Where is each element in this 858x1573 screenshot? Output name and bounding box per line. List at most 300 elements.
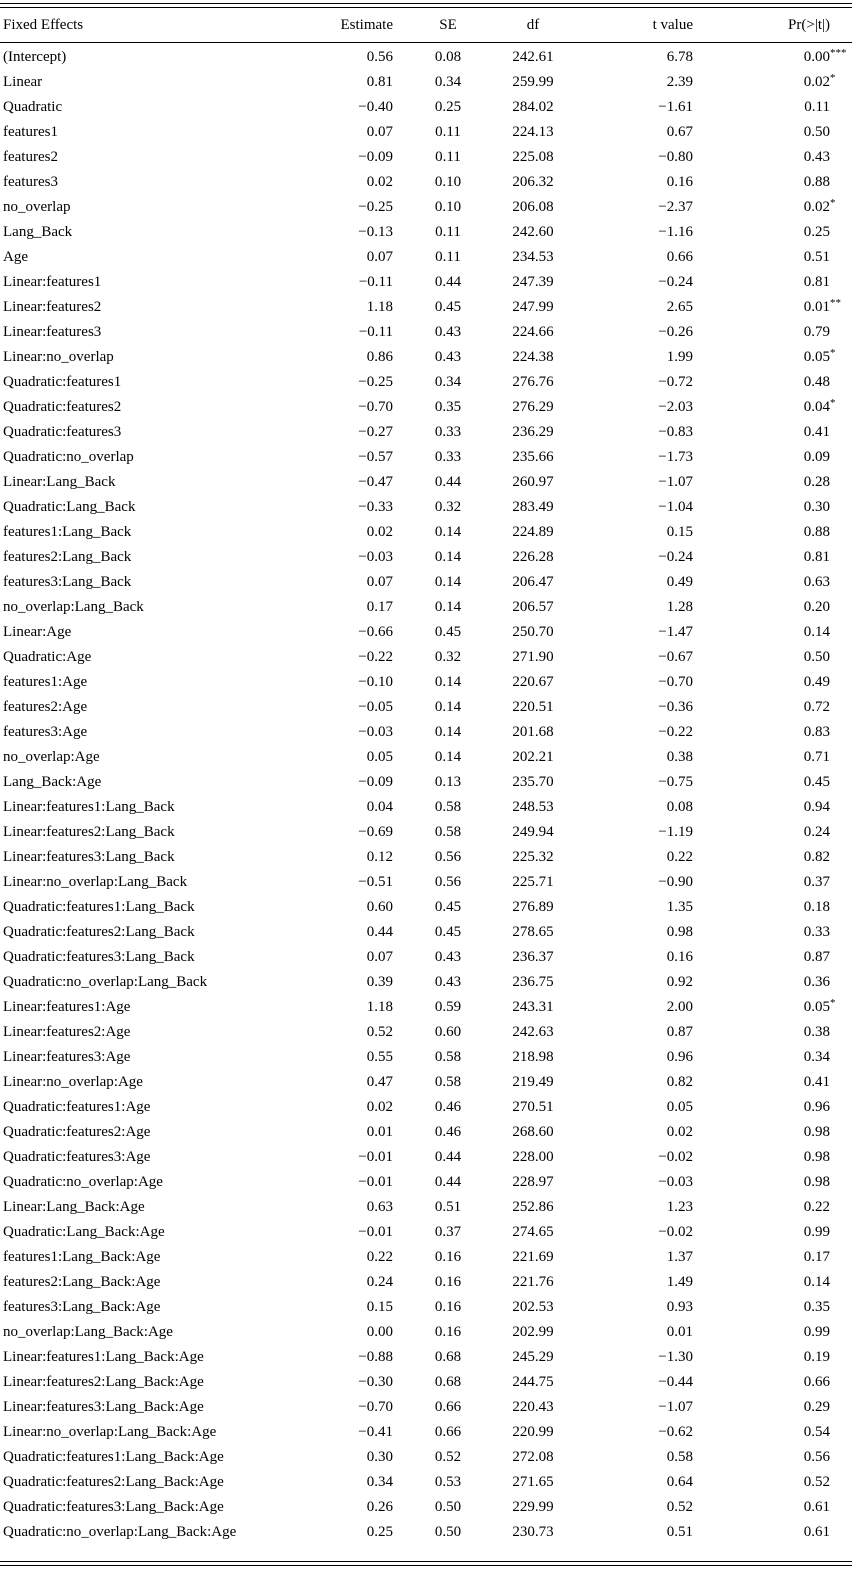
table-row bbox=[0, 1270, 852, 1295]
p-value-cell bbox=[693, 195, 852, 220]
t-value-cell: 0.08 bbox=[666, 799, 693, 815]
df-cell: 276.29 bbox=[512, 399, 554, 415]
df-cell: 236.37 bbox=[512, 949, 554, 965]
effect-name-cell: Quadratic:features2 bbox=[3, 399, 122, 415]
t-value-cell: 1.28 bbox=[666, 599, 693, 615]
effect-name-cell: Linear:features2:Lang_Back bbox=[3, 824, 175, 840]
df-cell: 221.76 bbox=[512, 1274, 554, 1290]
p-value: 0.25 bbox=[803, 224, 830, 240]
estimate-cell: 0.47 bbox=[366, 1074, 393, 1090]
se-cell: 0.11 bbox=[435, 249, 461, 265]
se-cell: 0.56 bbox=[434, 874, 462, 890]
estimate-cell: −0.41 bbox=[358, 1424, 393, 1440]
header-row bbox=[0, 8, 852, 42]
t-value-cell: −0.75 bbox=[658, 774, 693, 790]
estimate-cell: 0.56 bbox=[366, 49, 393, 65]
p-value: 0.99 bbox=[803, 1224, 830, 1240]
estimate-cell: 0.60 bbox=[366, 899, 393, 915]
se-cell: 0.44 bbox=[434, 1174, 462, 1190]
p-value: 0.87 bbox=[803, 949, 830, 965]
effect-name-cell: features3:Age bbox=[3, 724, 88, 740]
df-cell: 218.98 bbox=[512, 1049, 554, 1065]
p-value: 0.09 bbox=[803, 449, 830, 465]
t-value-cell: 0.16 bbox=[666, 949, 693, 965]
table-row bbox=[0, 320, 852, 345]
se-cell: 0.37 bbox=[434, 1224, 462, 1240]
df-cell: 202.99 bbox=[512, 1324, 554, 1340]
t-value-cell: −0.44 bbox=[658, 1374, 693, 1390]
df-cell: 206.08 bbox=[512, 199, 554, 215]
table-row bbox=[0, 720, 852, 745]
p-value: 0.41 bbox=[803, 1074, 830, 1090]
estimate-cell: 1.18 bbox=[366, 299, 393, 315]
estimate-cell: −0.11 bbox=[358, 324, 393, 340]
table-row bbox=[0, 1520, 852, 1545]
t-value-cell: 0.15 bbox=[666, 524, 693, 540]
estimate-cell: 0.30 bbox=[366, 1449, 393, 1465]
df-cell: 268.60 bbox=[512, 1124, 554, 1140]
p-value: 0.14 bbox=[803, 624, 830, 640]
p-value-cell bbox=[693, 1370, 852, 1395]
p-value: 0.81 bbox=[803, 549, 830, 565]
effect-name-cell: Linear:features1:Lang_Back bbox=[3, 799, 175, 815]
estimate-cell: 0.05 bbox=[366, 749, 393, 765]
estimate-cell: 0.17 bbox=[366, 599, 393, 615]
p-value: 0.81 bbox=[803, 274, 830, 290]
p-value-cell bbox=[693, 895, 852, 920]
p-value-cell bbox=[693, 1270, 852, 1295]
table-row bbox=[0, 170, 852, 195]
se-cell: 0.32 bbox=[434, 649, 462, 665]
effect-name-cell: features3 bbox=[3, 174, 58, 190]
t-value-cell: −2.37 bbox=[658, 199, 693, 215]
t-value-cell: −0.62 bbox=[658, 1424, 693, 1440]
df-cell: 202.53 bbox=[512, 1299, 554, 1315]
estimate-cell: 0.63 bbox=[366, 1199, 393, 1215]
se-cell: 0.34 bbox=[434, 74, 462, 90]
p-value-cell bbox=[693, 1120, 852, 1145]
table-row bbox=[0, 70, 852, 95]
se-cell: 0.08 bbox=[434, 49, 462, 65]
effect-name-cell: Linear:Lang_Back bbox=[3, 474, 116, 490]
se-cell: 0.25 bbox=[434, 99, 462, 115]
p-value: 0.66 bbox=[803, 1374, 830, 1390]
p-value-cell bbox=[693, 70, 852, 95]
p-value-cell bbox=[693, 1345, 852, 1370]
p-value-cell bbox=[693, 1320, 852, 1345]
table-row bbox=[0, 295, 852, 320]
effect-name-cell: features1 bbox=[3, 124, 58, 140]
df-cell: 278.65 bbox=[512, 924, 554, 940]
t-value-cell: −0.36 bbox=[658, 699, 693, 715]
df-cell: 229.99 bbox=[512, 1499, 554, 1515]
header-p-value: Pr(>|t|) bbox=[788, 17, 830, 33]
t-value-cell: −0.90 bbox=[658, 874, 693, 890]
header-se: SE bbox=[439, 17, 457, 33]
p-value: 0.56 bbox=[803, 1449, 830, 1465]
t-value-cell: 0.64 bbox=[666, 1474, 693, 1490]
effect-name-cell: Quadratic:Age bbox=[3, 649, 92, 665]
header-df: df bbox=[526, 17, 540, 33]
p-value-cell bbox=[693, 270, 852, 295]
significance-marker: * bbox=[830, 997, 836, 1009]
p-value-cell bbox=[693, 1395, 852, 1420]
table-row bbox=[0, 1045, 852, 1070]
estimate-cell: −0.10 bbox=[358, 674, 393, 690]
table-row bbox=[0, 420, 852, 445]
df-cell: 234.53 bbox=[512, 249, 554, 265]
t-value-cell: −1.61 bbox=[658, 99, 693, 115]
table-row bbox=[0, 545, 852, 570]
t-value-cell: −0.24 bbox=[658, 549, 693, 565]
t-value-cell: −0.02 bbox=[658, 1224, 693, 1240]
p-value: 0.88 bbox=[803, 524, 830, 540]
df-cell: 225.32 bbox=[512, 849, 554, 865]
t-value-cell: 1.99 bbox=[666, 349, 693, 365]
se-cell: 0.16 bbox=[434, 1299, 462, 1315]
effect-name-cell: Linear:features1:Lang_Back:Age bbox=[3, 1349, 204, 1365]
se-cell: 0.11 bbox=[435, 224, 461, 240]
estimate-cell: −0.13 bbox=[358, 224, 393, 240]
estimate-cell: 0.07 bbox=[366, 574, 393, 590]
estimate-cell: 0.52 bbox=[366, 1024, 393, 1040]
table-row bbox=[0, 42, 852, 70]
p-value-cell bbox=[693, 395, 852, 420]
table-row bbox=[0, 645, 852, 670]
df-cell: 219.49 bbox=[512, 1074, 554, 1090]
t-value-cell: 0.05 bbox=[666, 1099, 693, 1115]
effect-name-cell: Quadratic:features1:Age bbox=[3, 1099, 151, 1115]
p-value-cell bbox=[693, 445, 852, 470]
effect-name-cell: features3:Lang_Back bbox=[3, 574, 132, 590]
se-cell: 0.11 bbox=[435, 124, 461, 140]
df-cell: 271.90 bbox=[512, 649, 554, 665]
df-cell: 225.71 bbox=[512, 874, 554, 890]
effect-name-cell: Linear:no_overlap:Age bbox=[3, 1074, 143, 1090]
p-value-cell bbox=[693, 1295, 852, 1320]
df-cell: 252.86 bbox=[512, 1199, 554, 1215]
t-value-cell: 0.49 bbox=[666, 574, 693, 590]
p-value: 0.61 bbox=[803, 1499, 830, 1515]
effect-name-cell: Quadratic:features3:Age bbox=[3, 1149, 151, 1165]
p-value-cell bbox=[693, 920, 852, 945]
table-row bbox=[0, 1320, 852, 1345]
p-value-cell bbox=[693, 1220, 852, 1245]
se-cell: 0.14 bbox=[434, 599, 462, 615]
estimate-cell: −0.01 bbox=[358, 1174, 393, 1190]
t-value-cell: 0.93 bbox=[666, 1299, 693, 1315]
se-cell: 0.45 bbox=[434, 924, 462, 940]
df-cell: 228.00 bbox=[512, 1149, 554, 1165]
df-cell: 206.47 bbox=[512, 574, 554, 590]
header-t-value: t value bbox=[652, 17, 693, 33]
p-value: 0.22 bbox=[803, 1199, 830, 1215]
table-row bbox=[0, 1120, 852, 1145]
table-row bbox=[0, 1145, 852, 1170]
se-cell: 0.33 bbox=[434, 449, 462, 465]
se-cell: 0.16 bbox=[434, 1324, 462, 1340]
se-cell: 0.58 bbox=[434, 1074, 462, 1090]
estimate-cell: 0.02 bbox=[366, 1099, 393, 1115]
se-cell: 0.66 bbox=[434, 1399, 462, 1415]
table-row bbox=[0, 1095, 852, 1120]
t-value-cell: 0.52 bbox=[666, 1499, 693, 1515]
df-cell: 206.32 bbox=[512, 174, 554, 190]
t-value-cell: 2.39 bbox=[666, 74, 693, 90]
se-cell: 0.45 bbox=[434, 624, 462, 640]
estimate-cell: −0.33 bbox=[358, 499, 393, 515]
se-cell: 0.14 bbox=[434, 549, 462, 565]
estimate-cell: −0.69 bbox=[358, 824, 393, 840]
df-cell: 271.65 bbox=[512, 1474, 554, 1490]
estimate-cell: −0.57 bbox=[358, 449, 393, 465]
table-row bbox=[0, 345, 852, 370]
se-cell: 0.33 bbox=[434, 424, 462, 440]
p-value-cell bbox=[693, 1495, 852, 1520]
estimate-cell: 0.02 bbox=[366, 174, 393, 190]
estimate-cell: 0.02 bbox=[366, 524, 393, 540]
significance-marker: * bbox=[830, 197, 836, 209]
p-value-cell bbox=[693, 420, 852, 445]
effect-name-cell: Linear:no_overlap bbox=[3, 349, 114, 365]
df-cell: 225.08 bbox=[512, 149, 554, 165]
estimate-cell: 0.00 bbox=[366, 1324, 393, 1340]
header-estimate: Estimate bbox=[340, 17, 393, 33]
se-cell: 0.14 bbox=[434, 699, 462, 715]
t-value-cell: −1.19 bbox=[658, 824, 693, 840]
df-cell: 235.70 bbox=[512, 774, 554, 790]
estimate-cell: −0.01 bbox=[358, 1224, 393, 1240]
table-row bbox=[0, 445, 852, 470]
p-value-cell bbox=[693, 720, 852, 745]
p-value-cell bbox=[693, 345, 852, 370]
se-cell: 0.60 bbox=[434, 1024, 462, 1040]
t-value-cell: −1.30 bbox=[658, 1349, 693, 1365]
p-value-cell bbox=[693, 42, 852, 70]
t-value-cell: 1.49 bbox=[666, 1274, 693, 1290]
se-cell: 0.43 bbox=[434, 349, 462, 365]
estimate-cell: 1.18 bbox=[366, 999, 393, 1015]
table-row bbox=[0, 1420, 852, 1445]
p-value: 0.30 bbox=[803, 499, 830, 515]
effect-name-cell: Linear:features2:Age bbox=[3, 1024, 131, 1040]
estimate-cell: 0.55 bbox=[366, 1049, 393, 1065]
df-cell: 244.75 bbox=[512, 1374, 554, 1390]
estimate-cell: −0.09 bbox=[358, 774, 393, 790]
t-value-cell: 0.01 bbox=[666, 1324, 693, 1340]
df-cell: 224.66 bbox=[512, 324, 554, 340]
p-value-cell bbox=[693, 845, 852, 870]
estimate-cell: −0.03 bbox=[358, 724, 393, 740]
df-cell: 235.66 bbox=[512, 449, 554, 465]
df-cell: 206.57 bbox=[512, 599, 554, 615]
t-value-cell: 0.02 bbox=[666, 1124, 693, 1140]
effect-name-cell: Quadratic bbox=[3, 99, 63, 115]
table-row bbox=[0, 1245, 852, 1270]
se-cell: 0.44 bbox=[434, 274, 462, 290]
t-value-cell: −1.07 bbox=[658, 474, 693, 490]
df-cell: 248.53 bbox=[512, 799, 554, 815]
effect-name-cell: Quadratic:features2:Age bbox=[3, 1124, 151, 1140]
effect-name-cell: Quadratic:Lang_Back:Age bbox=[3, 1224, 165, 1240]
p-value-cell bbox=[693, 95, 852, 120]
df-cell: 250.70 bbox=[512, 624, 554, 640]
t-value-cell: −0.03 bbox=[658, 1174, 693, 1190]
p-value-cell bbox=[693, 820, 852, 845]
df-cell: 236.75 bbox=[512, 974, 554, 990]
effect-name-cell: Linear:features2:Lang_Back:Age bbox=[3, 1374, 204, 1390]
p-value: 0.51 bbox=[803, 249, 830, 265]
df-cell: 272.08 bbox=[512, 1449, 554, 1465]
p-value: 0.36 bbox=[803, 974, 830, 990]
table-row bbox=[0, 1195, 852, 1220]
t-value-cell: 0.58 bbox=[666, 1449, 693, 1465]
se-cell: 0.45 bbox=[434, 899, 462, 915]
se-cell: 0.43 bbox=[434, 324, 462, 340]
se-cell: 0.58 bbox=[434, 824, 462, 840]
table-row bbox=[0, 920, 852, 945]
df-cell: 242.63 bbox=[512, 1024, 554, 1040]
t-value-cell: 0.87 bbox=[666, 1024, 693, 1040]
effect-name-cell: Quadratic:features2:Lang_Back bbox=[3, 924, 195, 940]
effect-name-cell: Quadratic:features3:Lang_Back bbox=[3, 949, 195, 965]
se-cell: 0.45 bbox=[434, 299, 462, 315]
table-row bbox=[0, 370, 852, 395]
estimate-cell: 0.07 bbox=[366, 124, 393, 140]
effect-name-cell: Linear:features1:Age bbox=[3, 999, 131, 1015]
se-cell: 0.58 bbox=[434, 799, 462, 815]
estimate-cell: −0.27 bbox=[358, 424, 393, 440]
effect-name-cell: Quadratic:features1:Lang_Back:Age bbox=[3, 1449, 224, 1465]
se-cell: 0.10 bbox=[434, 199, 462, 215]
effect-name-cell: no_overlap bbox=[3, 199, 71, 215]
effect-name-cell: Quadratic:features2:Lang_Back:Age bbox=[3, 1474, 224, 1490]
estimate-cell: 0.01 bbox=[366, 1124, 393, 1140]
estimate-cell: 0.04 bbox=[366, 799, 393, 815]
p-value-cell bbox=[693, 1020, 852, 1045]
t-value-cell: 0.22 bbox=[666, 849, 693, 865]
df-cell: 228.97 bbox=[512, 1174, 554, 1190]
table-row bbox=[0, 1170, 852, 1195]
estimate-cell: 0.86 bbox=[366, 349, 393, 365]
se-cell: 0.14 bbox=[434, 749, 462, 765]
p-value-cell bbox=[693, 120, 852, 145]
df-cell: 242.60 bbox=[512, 224, 554, 240]
effect-name-cell: features1:Lang_Back bbox=[3, 524, 132, 540]
se-cell: 0.14 bbox=[434, 574, 462, 590]
significance-marker: ** bbox=[830, 297, 841, 309]
estimate-cell: 0.25 bbox=[366, 1524, 393, 1540]
se-cell: 0.32 bbox=[434, 499, 462, 515]
t-value-cell: 0.16 bbox=[666, 174, 693, 190]
p-value-cell bbox=[693, 645, 852, 670]
p-value: 0.50 bbox=[803, 649, 830, 665]
p-value: 0.35 bbox=[803, 1299, 830, 1315]
estimate-cell: −0.01 bbox=[358, 1149, 393, 1165]
table-row bbox=[0, 745, 852, 770]
t-value-cell: −0.67 bbox=[658, 649, 693, 665]
estimate-cell: 0.44 bbox=[366, 924, 393, 940]
p-value: 0.02 bbox=[803, 199, 830, 215]
se-cell: 0.68 bbox=[434, 1349, 462, 1365]
table-row bbox=[0, 1395, 852, 1420]
significance-marker: *** bbox=[830, 47, 847, 59]
df-cell: 245.29 bbox=[512, 1349, 554, 1365]
p-value: 0.33 bbox=[803, 924, 830, 940]
df-cell: 224.38 bbox=[512, 349, 554, 365]
df-cell: 224.89 bbox=[512, 524, 554, 540]
p-value: 0.71 bbox=[803, 749, 830, 765]
df-cell: 236.29 bbox=[512, 424, 554, 440]
p-value-cell bbox=[693, 1095, 852, 1120]
p-value: 0.82 bbox=[803, 849, 830, 865]
t-value-cell: 0.98 bbox=[666, 924, 693, 940]
p-value: 0.99 bbox=[803, 1324, 830, 1340]
estimate-cell: 0.26 bbox=[366, 1499, 393, 1515]
df-cell: 276.89 bbox=[512, 899, 554, 915]
estimate-cell: −0.30 bbox=[358, 1374, 393, 1390]
p-value: 0.63 bbox=[803, 574, 830, 590]
p-value-cell bbox=[693, 545, 852, 570]
table-row bbox=[0, 195, 852, 220]
p-value: 0.05 bbox=[803, 349, 830, 365]
effect-name-cell: Linear:features3:Lang_Back bbox=[3, 849, 175, 865]
significance-marker: * bbox=[830, 397, 836, 409]
t-value-cell: −0.24 bbox=[658, 274, 693, 290]
table-row bbox=[0, 845, 852, 870]
p-value: 0.98 bbox=[803, 1124, 830, 1140]
t-value-cell: −1.47 bbox=[658, 624, 693, 640]
effect-name-cell: features3:Lang_Back:Age bbox=[3, 1299, 161, 1315]
t-value-cell: 0.67 bbox=[666, 124, 693, 140]
p-value-cell bbox=[693, 745, 852, 770]
p-value-cell bbox=[693, 1470, 852, 1495]
se-cell: 0.50 bbox=[434, 1524, 462, 1540]
p-value-cell bbox=[693, 1070, 852, 1095]
se-cell: 0.35 bbox=[434, 399, 462, 415]
t-value-cell: 0.96 bbox=[666, 1049, 693, 1065]
se-cell: 0.46 bbox=[434, 1099, 462, 1115]
estimate-cell: 0.15 bbox=[366, 1299, 393, 1315]
estimate-cell: −0.47 bbox=[358, 474, 393, 490]
df-cell: 243.31 bbox=[512, 999, 554, 1015]
table-row bbox=[0, 270, 852, 295]
effect-name-cell: no_overlap:Lang_Back bbox=[3, 599, 144, 615]
effect-name-cell: Linear:features3 bbox=[3, 324, 102, 340]
table-row bbox=[0, 1345, 852, 1370]
table-row bbox=[0, 870, 852, 895]
se-cell: 0.16 bbox=[434, 1249, 462, 1265]
p-value: 0.94 bbox=[803, 799, 830, 815]
p-value-cell bbox=[693, 145, 852, 170]
estimate-cell: −0.11 bbox=[358, 274, 393, 290]
t-value-cell: 1.37 bbox=[666, 1249, 693, 1265]
table-row bbox=[0, 1070, 852, 1095]
df-cell: 274.65 bbox=[512, 1224, 554, 1240]
t-value-cell: 0.82 bbox=[666, 1074, 693, 1090]
p-value: 0.05 bbox=[803, 999, 830, 1015]
effect-name-cell: Linear bbox=[3, 74, 43, 90]
effect-name-cell: no_overlap:Age bbox=[3, 749, 100, 765]
effect-name-cell: Linear:Age bbox=[3, 624, 72, 640]
table-row bbox=[0, 570, 852, 595]
se-cell: 0.51 bbox=[434, 1199, 462, 1215]
t-value-cell: −2.03 bbox=[658, 399, 693, 415]
table-row bbox=[0, 1220, 852, 1245]
estimate-cell: −0.88 bbox=[358, 1349, 393, 1365]
p-value-cell bbox=[693, 595, 852, 620]
table-row bbox=[0, 395, 852, 420]
